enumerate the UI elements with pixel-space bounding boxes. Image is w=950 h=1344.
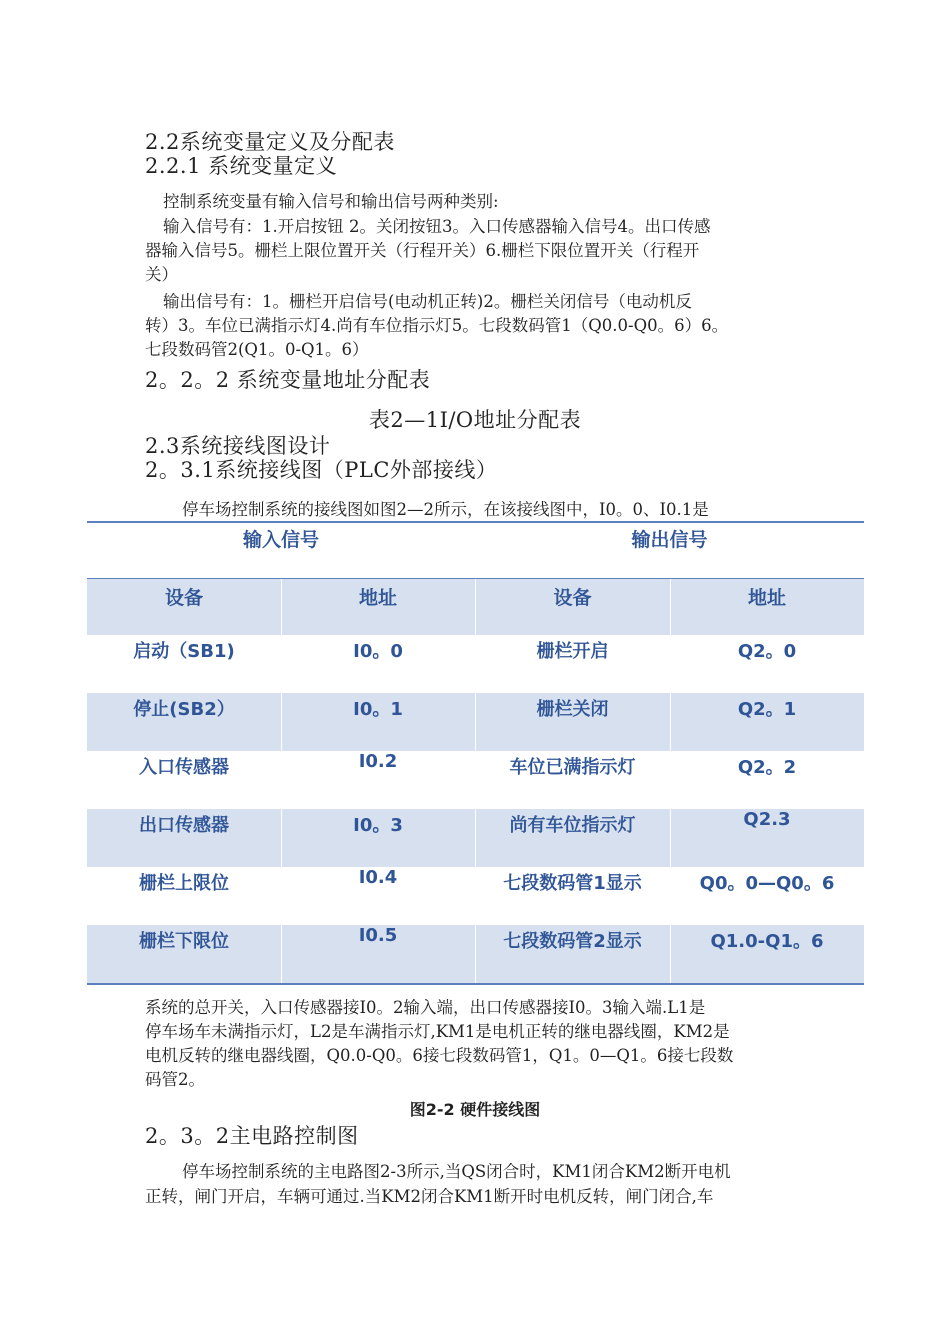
- input-device-cell: 出口传感器: [139, 815, 229, 836]
- output-device-cell: 栅栏关闭: [536, 699, 609, 720]
- input-address-cell: I0.4: [358, 867, 398, 888]
- inputs-line-1: 输入信号有：1.开启按钮 2。关闭按钮3。入口传感器输入信号4。出口传感: [163, 217, 711, 236]
- input-device-cell: 启动（SB1): [133, 641, 235, 662]
- output-device-cell: 七段数码管1显示: [503, 873, 642, 894]
- input-address-cell: I0。3: [353, 815, 403, 836]
- input-device-cell: 停止(SB2）: [133, 699, 235, 720]
- output-address-cell: Q1.0-Q1。6: [710, 931, 824, 952]
- col-header-address: 地址: [358, 587, 397, 609]
- input-address-cell: I0.2: [358, 751, 398, 772]
- output-device-cell: 车位已满指示灯: [509, 757, 636, 778]
- output-address-cell: Q2。2: [737, 757, 797, 778]
- col-header-address: 地址: [747, 587, 786, 609]
- col-header-device: 设备: [553, 587, 592, 609]
- wiring-line-3: 电机反转的继电器线圈，Q0.0-Q0。6接七段数码管1，Q1。0—Q1。6接七段数: [145, 1046, 734, 1065]
- group-header-output: 输出信号: [631, 529, 708, 551]
- wiring-line-1: 系统的总开关，入口传感器接I0。2输入端，出口传感器接I0。3输入端.L1是: [145, 998, 706, 1017]
- output-device-cell: 尚有车位指示灯: [509, 815, 636, 836]
- output-device-cell: 栅栏开启: [536, 641, 609, 662]
- heading-2-2-2: 2。2。2 系统变量地址分配表: [145, 368, 431, 392]
- group-header-input: 输入信号: [242, 529, 319, 551]
- io-address-table: [87, 521, 864, 986]
- input-address-cell: I0。1: [353, 699, 403, 720]
- figure-caption: 图2-2 硬件接线图: [409, 1100, 541, 1119]
- outputs-line-2: 转）3。车位已满指示灯4.尚有车位指示灯5。七段数码管1（Q0.0-Q0。6）6。: [145, 316, 729, 335]
- var-intro-paragraph: 控制系统变量有输入信号和输出信号两种类别:: [163, 192, 499, 211]
- wiring-intro-line: 停车场控制系统的接线图如图2—2所示，在该接线图中，I0。0、I0.1是: [182, 500, 709, 519]
- outputs-line-3: 七段数码管2(Q1。0-Q1。6）: [145, 340, 369, 359]
- input-address-cell: I0.5: [358, 925, 398, 946]
- output-address-cell: Q2。0: [737, 641, 797, 662]
- heading-2-2: 2.2系统变量定义及分配表: [145, 130, 395, 154]
- input-address-cell: I0。0: [353, 641, 403, 662]
- heading-2-3-2: 2。3。2主电路控制图: [145, 1124, 359, 1148]
- heading-2-2-1: 2.2.1 系统变量定义: [145, 154, 338, 178]
- output-device-cell: 七段数码管2显示: [503, 931, 642, 952]
- wiring-line-2: 停车场车未满指示灯，L2是车满指示灯,KM1是电机正转的继电器线圈，KM2是: [145, 1022, 730, 1041]
- inputs-line-3: 关）: [145, 265, 178, 284]
- main-circuit-line-1: 停车场控制系统的主电路图2-3所示,当QS闭合时，KM1闭合KM2断开电机: [182, 1162, 731, 1181]
- heading-2-3: 2.3系统接线图设计: [145, 434, 331, 458]
- main-circuit-line-2: 正转，闸门开启，车辆可通过.当KM2闭合KM1断开时电机反转，闸门闭合,车: [145, 1187, 714, 1206]
- input-device-cell: 入口传感器: [139, 757, 229, 778]
- col-header-device: 设备: [164, 587, 203, 609]
- wiring-line-4: 码管2。: [145, 1070, 205, 1089]
- inputs-line-2: 器输入信号5。栅栏上限位置开关（行程开关）6.栅栏下限位置开关（行程开: [145, 241, 700, 260]
- heading-2-3-1: 2。3.1系统接线图（PLC外部接线）: [145, 458, 498, 482]
- input-device-cell: 栅栏下限位: [139, 931, 229, 952]
- outputs-line-1: 输出信号有：1。栅栏开启信号(电动机正转)2。栅栏关闭信号（电动机反: [163, 292, 692, 311]
- input-device-cell: 栅栏上限位: [139, 873, 229, 894]
- table-caption: 表2—1I/O地址分配表: [368, 408, 582, 432]
- output-address-cell: Q2.3: [743, 809, 791, 830]
- table-top-rule: [87, 521, 864, 523]
- table-bottom-rule: [87, 983, 864, 985]
- output-address-cell: Q0。0—Q0。6: [699, 873, 835, 894]
- output-address-cell: Q2。1: [737, 699, 797, 720]
